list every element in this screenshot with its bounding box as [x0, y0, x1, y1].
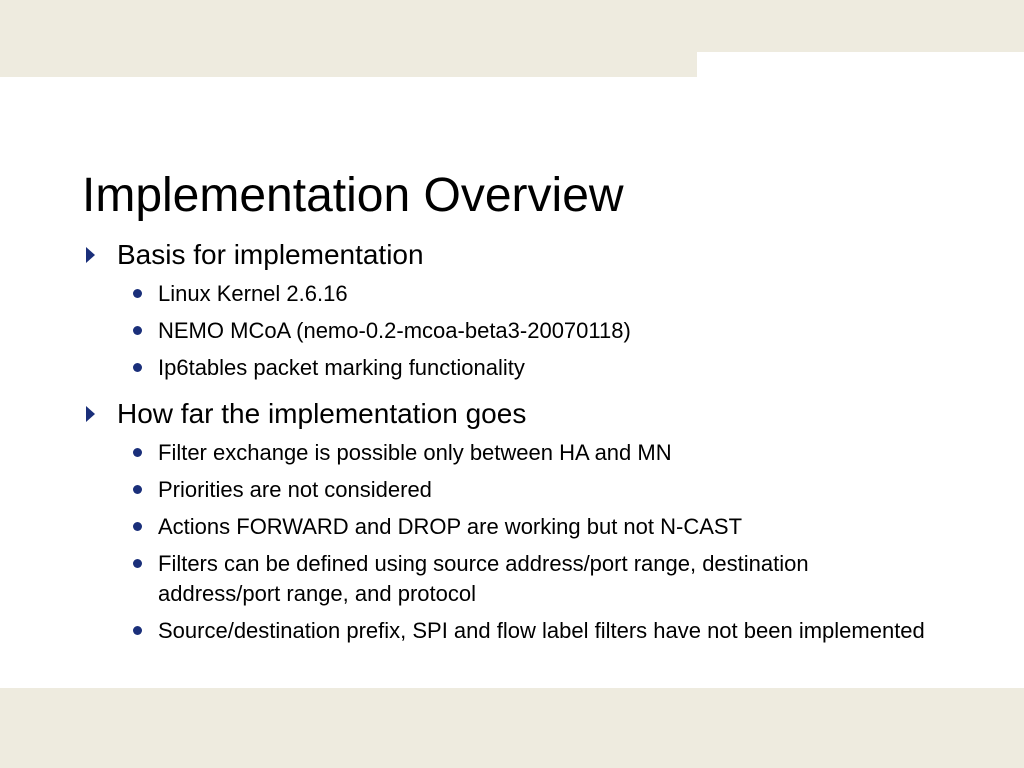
- dot-icon: [133, 363, 142, 372]
- dot-icon: [133, 559, 142, 568]
- list-item-text: Priorities are not considered: [158, 477, 432, 502]
- list-item: [158, 279, 934, 309]
- list-item: [158, 616, 934, 646]
- top-band-extension: [0, 52, 697, 77]
- list-item: [158, 353, 934, 383]
- list-item: [158, 549, 934, 609]
- list-item-text: Actions FORWARD and DROP are working but not N-CAST: [158, 514, 743, 539]
- list-item-text: Source/destination prefix, SPI and flow label filters have not been implemented: [158, 618, 925, 643]
- dot-icon: [133, 326, 142, 335]
- section-basis: [0, 236, 1024, 383]
- slide-content: [0, 236, 1024, 646]
- section-heading: [117, 236, 1024, 274]
- triangle-right-icon: [86, 247, 95, 263]
- list-item: [158, 475, 934, 505]
- section-heading-text: Basis for implementation: [117, 239, 424, 270]
- dot-icon: [133, 485, 142, 494]
- dot-icon: [133, 522, 142, 531]
- list-item: [158, 512, 934, 542]
- dot-icon: [133, 626, 142, 635]
- list-item-text: Filters can be defined using source address/port range, destination address/port range, and protocol: [158, 551, 809, 606]
- section-heading-text: How far the implementation goes: [117, 398, 527, 429]
- triangle-right-icon: [86, 406, 95, 422]
- list-item-text: Filter exchange is possible only between HA and MN: [158, 440, 672, 465]
- bullet-list: [0, 438, 1024, 646]
- top-band: [0, 0, 1024, 52]
- slide-title: Implementation Overview: [82, 169, 624, 222]
- list-item: [158, 316, 934, 346]
- list-item-text: NEMO MCoA (nemo-0.2-mcoa-beta3-20070118): [158, 318, 631, 343]
- section-heading: [117, 395, 1024, 433]
- bullet-list: [0, 279, 1024, 383]
- list-item-text: Ip6tables packet marking functionality: [158, 355, 525, 380]
- dot-icon: [133, 289, 142, 298]
- list-item: [158, 438, 934, 468]
- bottom-band: [0, 688, 1024, 768]
- dot-icon: [133, 448, 142, 457]
- section-progress: [0, 395, 1024, 646]
- list-item-text: Linux Kernel 2.6.16: [158, 281, 348, 306]
